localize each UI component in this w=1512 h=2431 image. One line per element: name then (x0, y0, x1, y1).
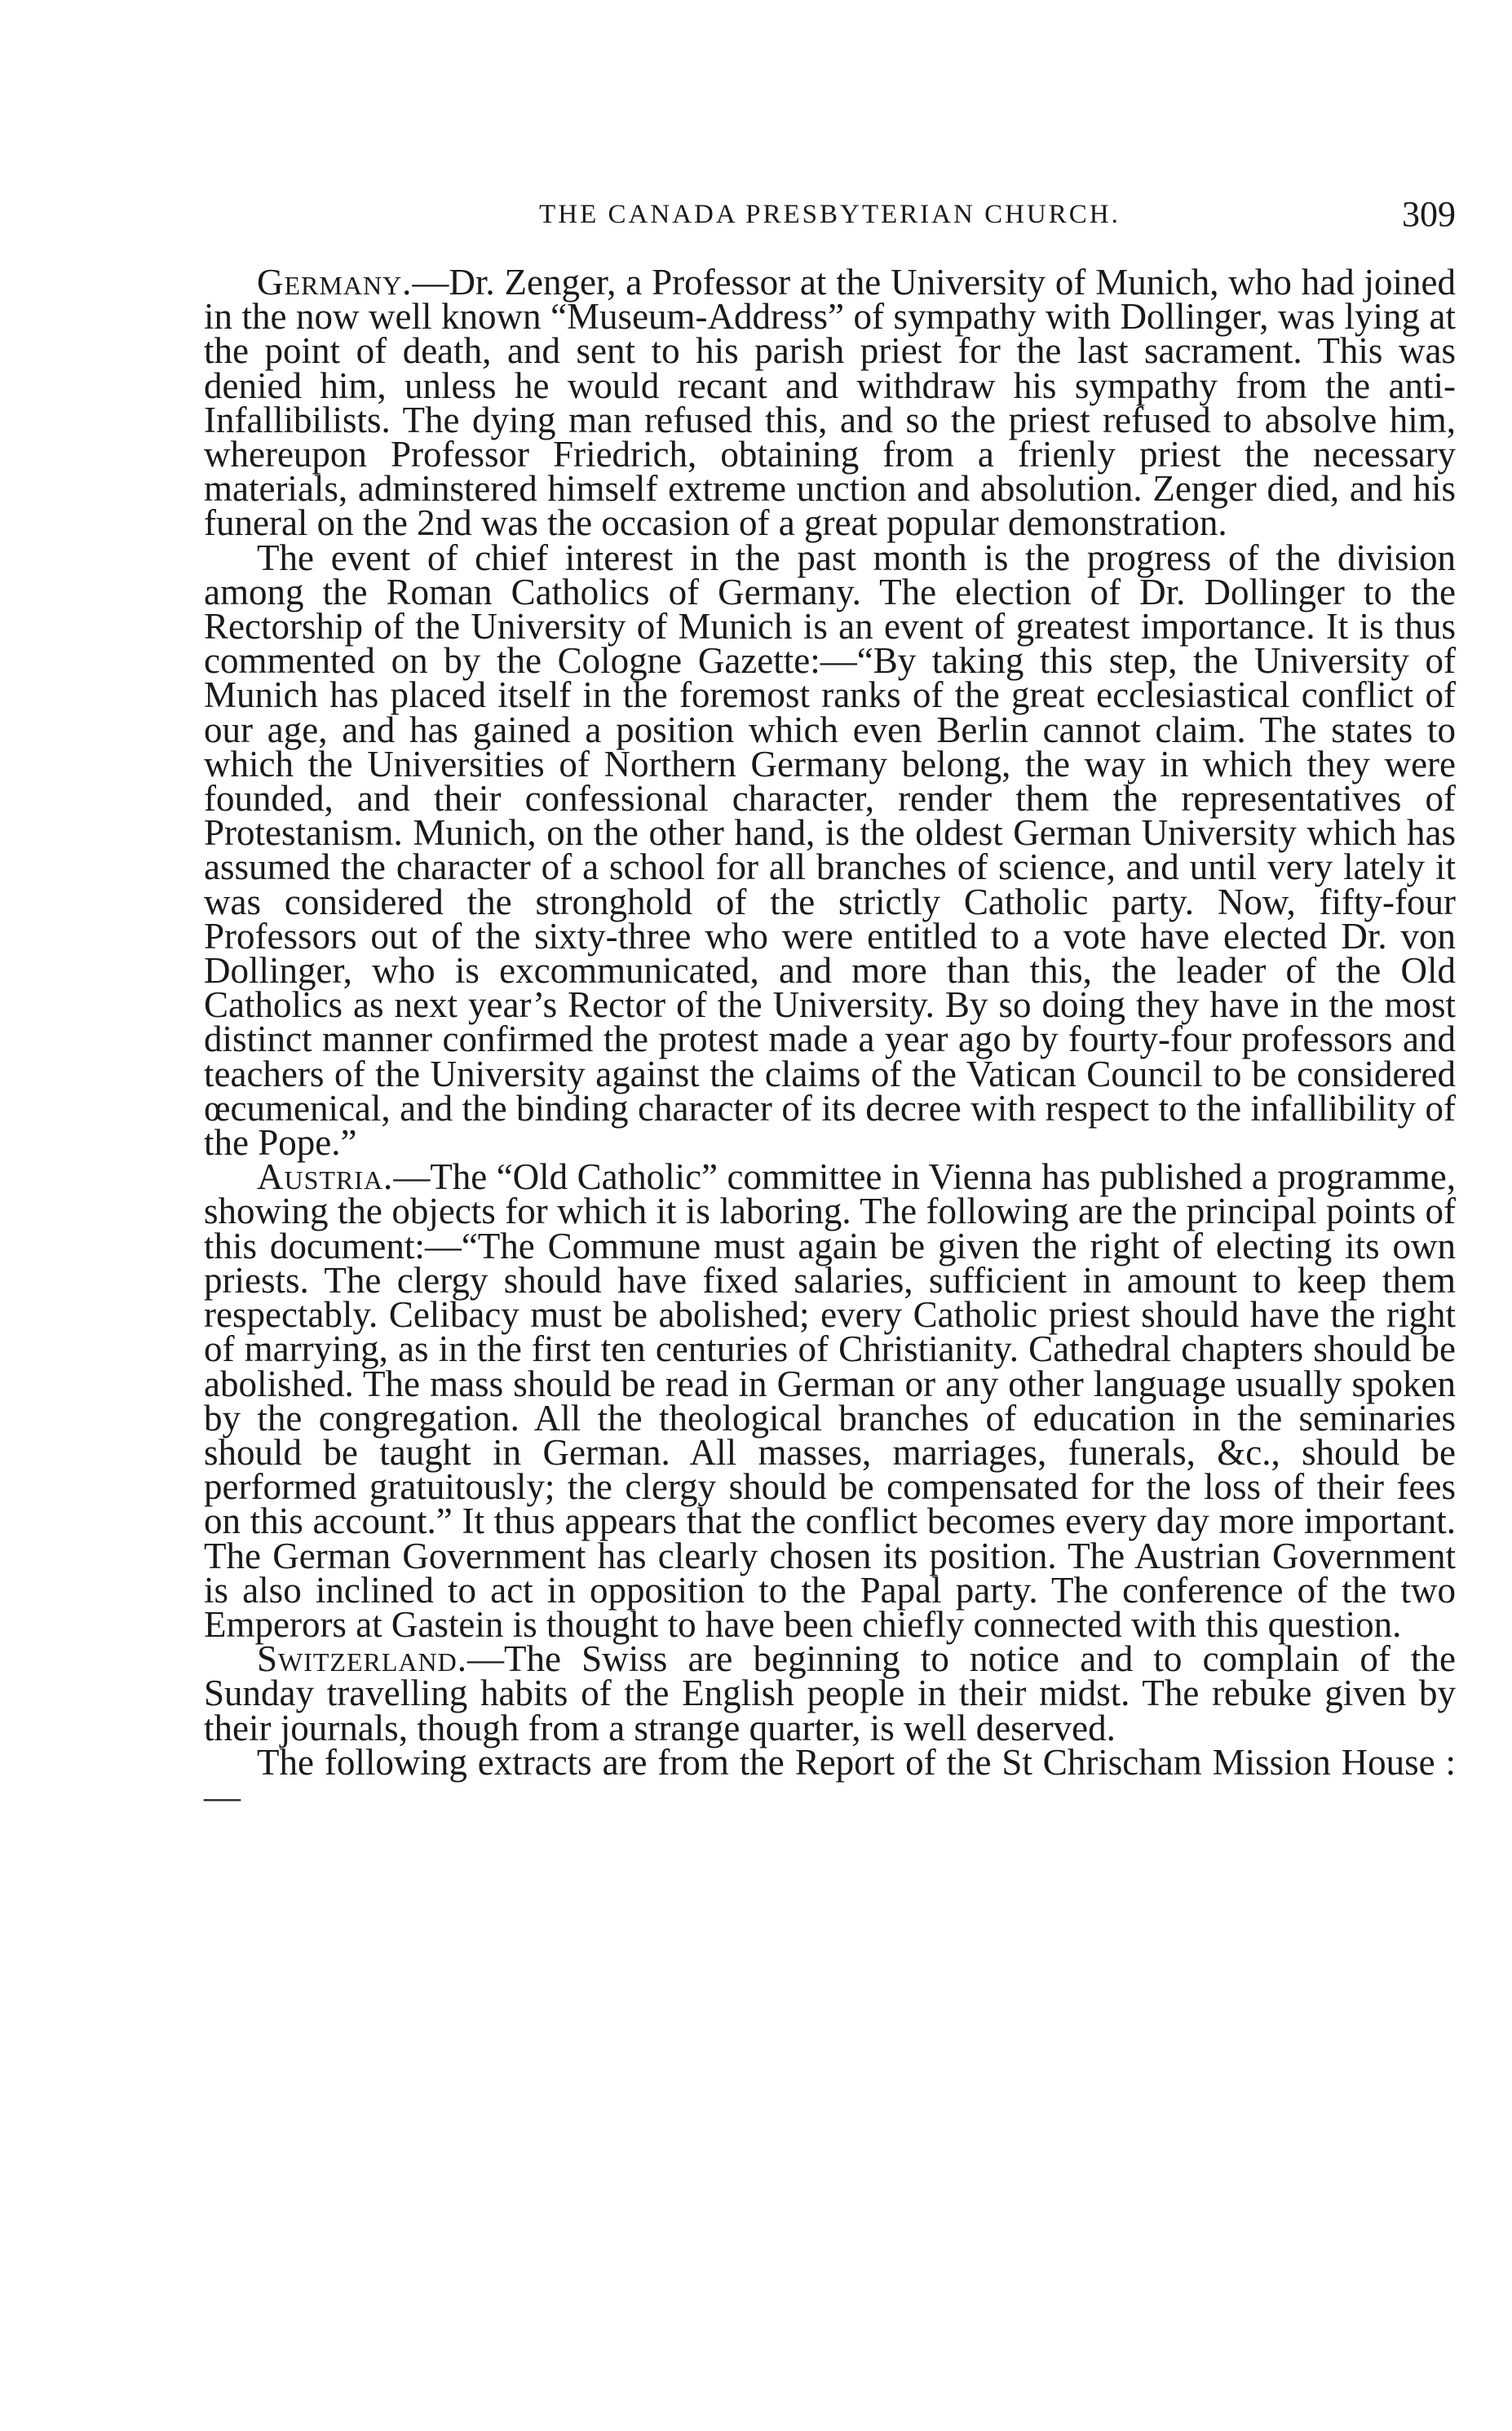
paragraph-switzerland (204, 1638, 1456, 1748)
section-lead-switzerland: Switzerland. (257, 1638, 467, 1680)
body-text (204, 262, 1456, 1817)
section-lead-austria: Austria. (257, 1156, 394, 1198)
paragraph-dollinger-election (204, 537, 1456, 1164)
running-title: THE CANADA PRESBYTERIAN CHURCH. (539, 200, 1121, 229)
paragraph-text: The event of chief interest in the past month is the progress of the division among the Roman Catholics of Germany. The election of Dr. Dollinger to the Rectorship of the University of Munich is an event of greatest importance. It is thus commented on by the Cologne Gazette:—“By taking this step, the University of Munich has placed itself in the foremost ranks of the great ecclesiastical conflict of our age, and has gained a position which even Berlin cannot claim. The states to which the Universities of Northern Germany belong, the way in which they were founded, and their confessional character, render them the representatives of Protestanism. Munich, on the other hand, is the oldest German University which has assumed the character of a school for all branches of science, and until very lately it was considered the stronghold of the strictly Catholic party. Now, fifty-four Professors out of the sixty-three who were entitled to a vote have elected Dr. von Dollinger, who is excommunicated, and more than this, the leader of the Old Catholics as next year’s Rector of the University. By so doing they have in the most distinct manner confirmed the protest made a year ago by fourty-four professors and teachers of the University against the claims of the Vatican Council to be considered œcumenical, and the binding character of its decree with respect to the infallibility of the Pope.” (204, 537, 1456, 1164)
section-lead-germany: Germany. (257, 262, 413, 303)
paragraph-austria (204, 1156, 1456, 1645)
paragraph-text: —The “Old Catholic” committee in Vienna has published a programme, showing the objects for which it is laboring. The following are the principal points of this document:—“The Commune must again be given the right of electing its own priests. The clergy should have fixed salaries, sufficient in amount to keep them respectably. Celibacy must be abolished; every Catholic priest should have the right of marrying, as in the first ten centuries of Christianity. Cathedral chapters should be abolished. The mass should be read in German or any other language usually spoken by the congregation. All the theological branches of education in the seminaries should be taught in German. All masses, marriages, funerals, &c., should be performed gratuitously; the clergy should be compensated for the loss of their fees on this account.” It thus appears that the conflict becomes every day more important. The German Government has clearly chosen its position. The Austrian Government is also inclined to act in opposition to the Papal party. The conference of the two Emperors at Gastein is thought to have been chiefly connected with this question. (204, 1156, 1456, 1645)
paragraph-text: The following extracts are from the Report of the St Chrischam Mission House :— (204, 1741, 1456, 1817)
paragraph-mission-house (204, 1741, 1456, 1817)
running-head (204, 194, 1456, 235)
page-number: 309 (1402, 194, 1456, 234)
paragraph-germany (204, 262, 1456, 544)
paragraph-text: —Dr. Zenger, a Professor at the University of Munich, who had joined in the now well known “Museum-Address” of sympathy with Dollinger, was lying at the point of death, and sent to his parish priest for the last sacrament. This was denied him, unless he would recant and withdraw his sympathy from the anti-Infallibilists. The dying man refused this, and so the priest refused to absolve him, whereupon Professor Friedrich, obtaining from a frienly priest the necessary materials, adminstered himself extreme unction and absolution. Zenger died, and his funeral on the 2nd was the occasion of a great popular demonstration. (204, 262, 1456, 544)
paragraph-text: —The Swiss are beginning to notice and to complain of the Sunday travelling habits of the English people in their midst. The rebuke given by their journals, though from a strange quarter, is well deserved. (204, 1638, 1456, 1748)
